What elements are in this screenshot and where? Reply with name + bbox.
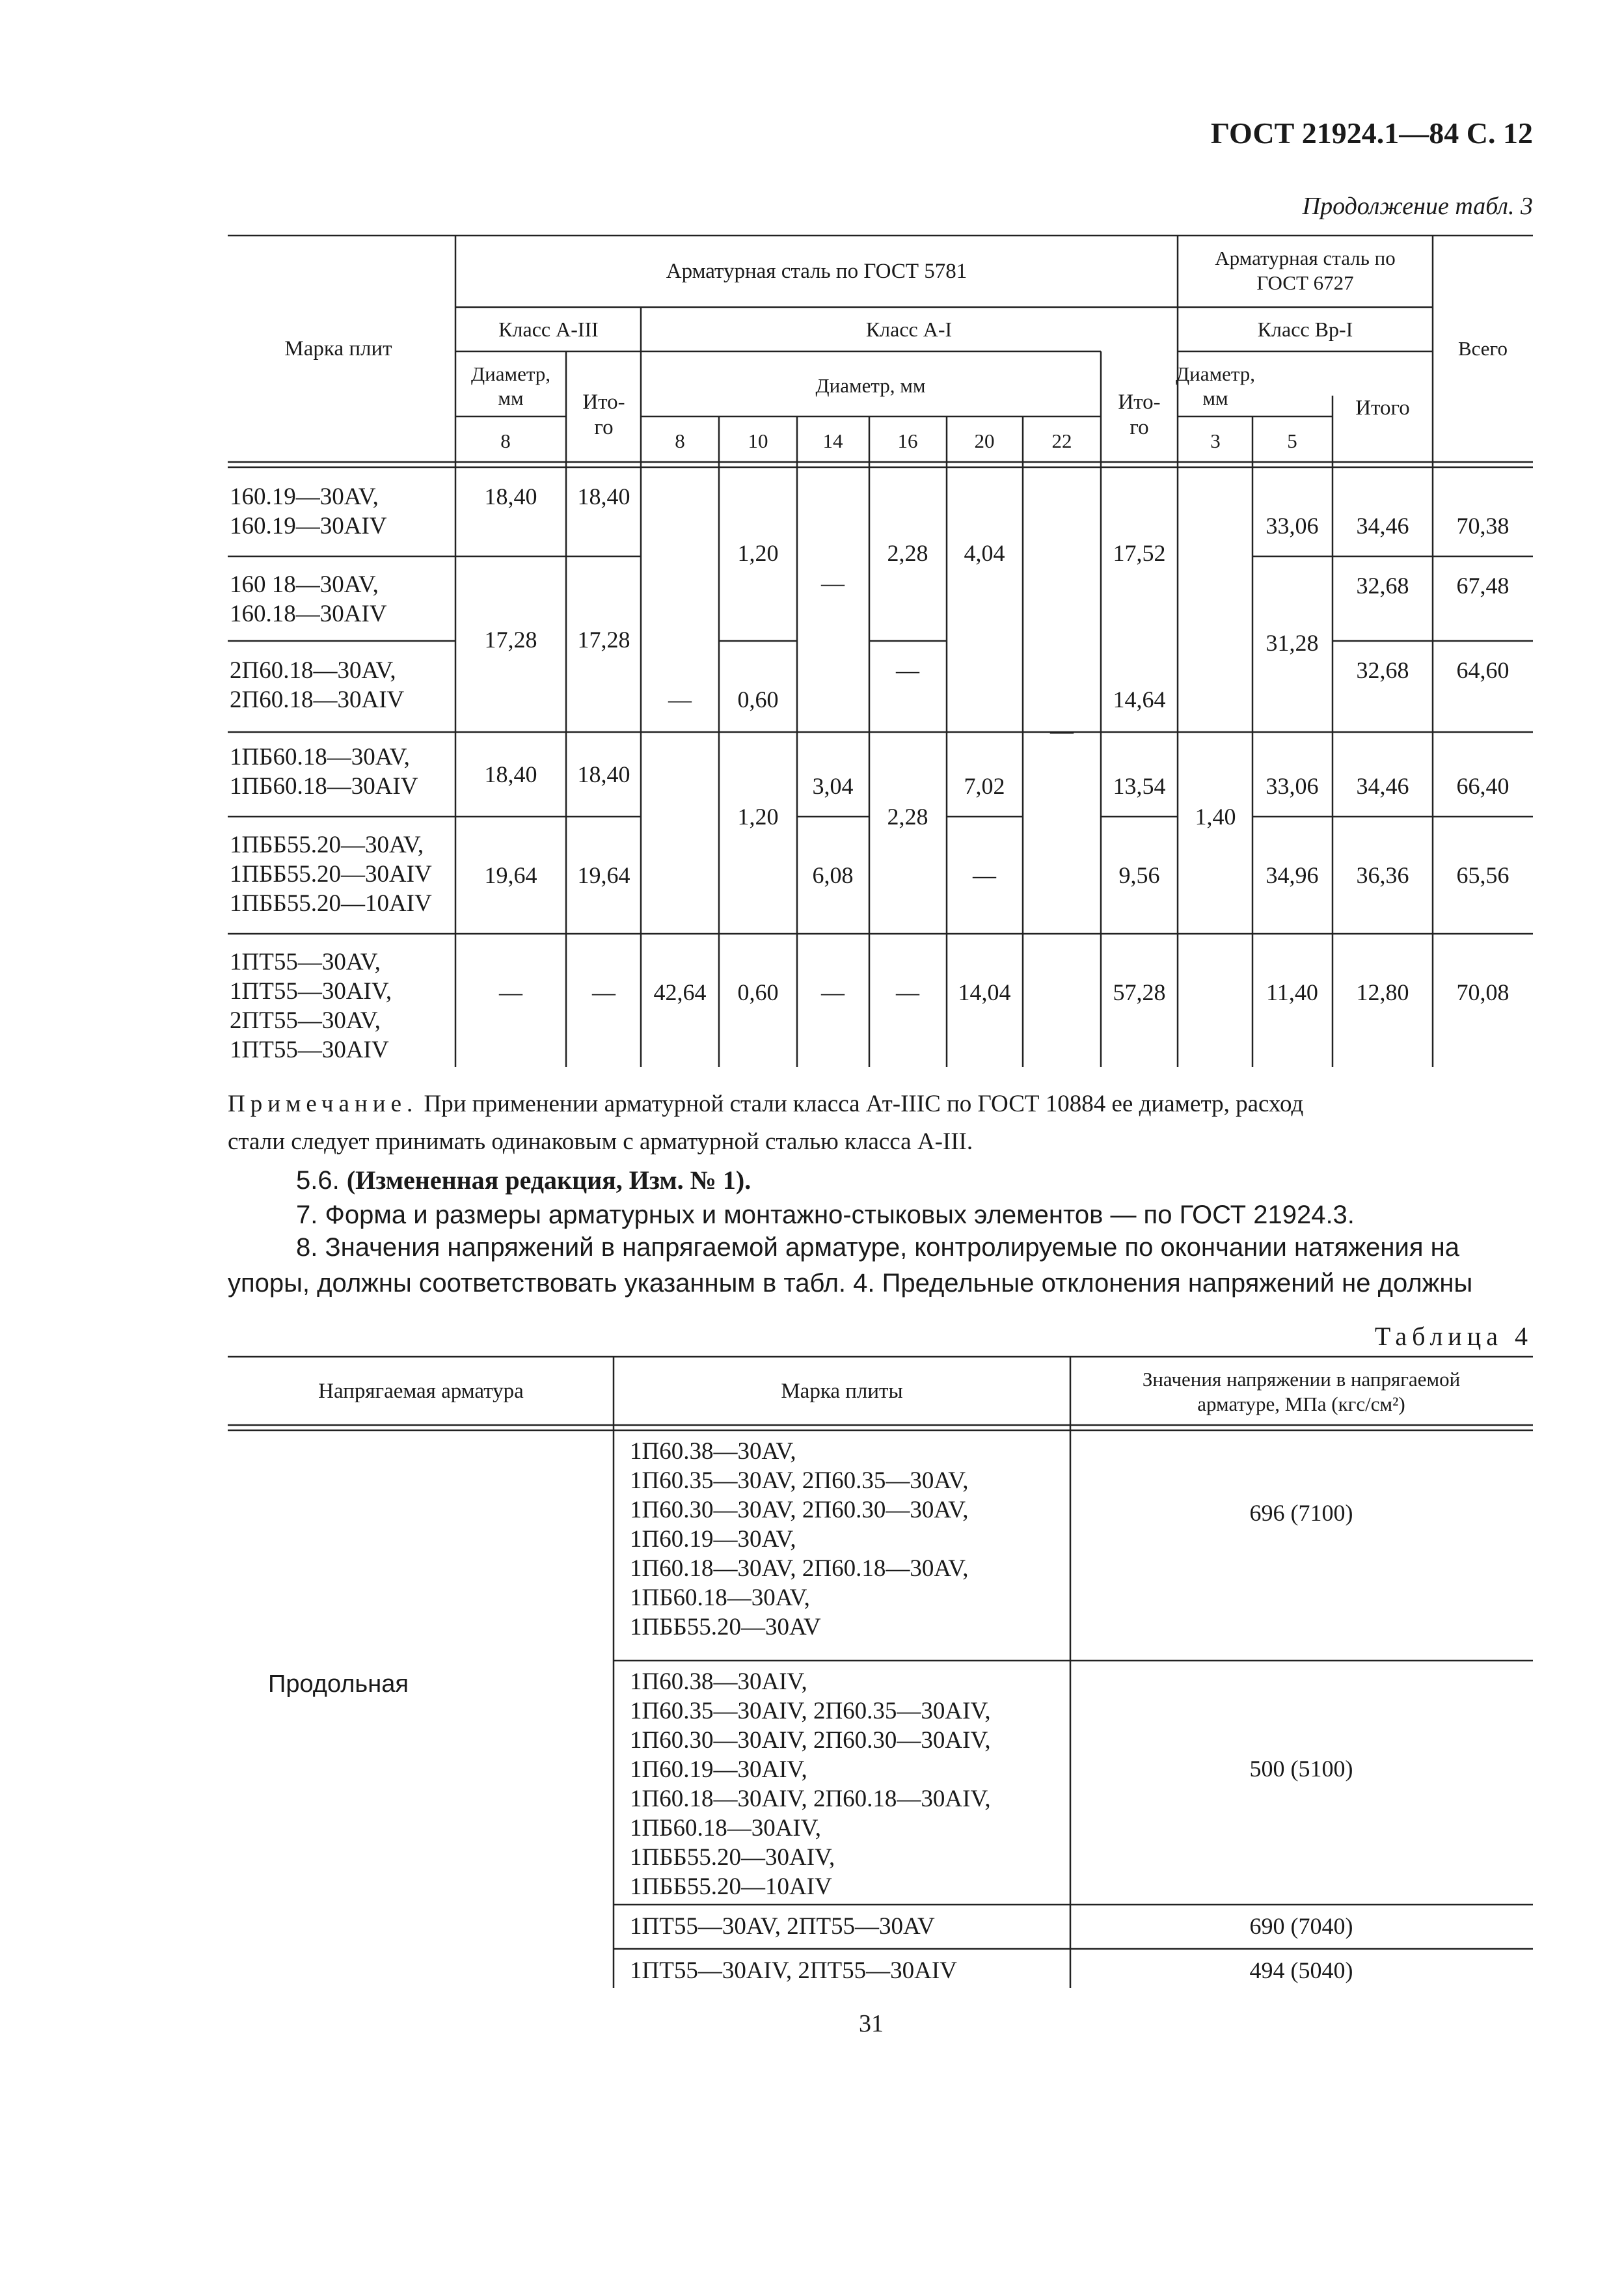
cell: 0,60	[737, 979, 779, 1005]
value: 690 (7040)	[1249, 1913, 1353, 1939]
note-text-1: При применении арматурной стали класса Ат-IIIC по ГОСТ 10884 ее диаметр, расход	[418, 1091, 1304, 1117]
cell: 34,96	[1265, 862, 1319, 888]
row-label: 160.18—30AIV	[230, 601, 387, 627]
cell: 42,64	[653, 979, 707, 1005]
mark-line: 1ПББ55.20—10AIV	[630, 1873, 832, 1900]
mark-line: 1П60.19—30AIV,	[630, 1756, 807, 1783]
cell: 65,56	[1456, 862, 1509, 888]
row-label: 2ПТ55—30AV,	[230, 1007, 381, 1034]
d-a1-10: 10	[748, 429, 768, 452]
mark-line: 1ПТ55—30AV, 2ПТ55—30AV	[630, 1913, 935, 1940]
page-header: ГОСТ 21924.1—84 С. 12	[1210, 116, 1533, 150]
row-label: 1ПББ55.20—30AV,	[230, 832, 424, 858]
cell: 1,20	[737, 804, 779, 830]
cell: 66,40	[1456, 773, 1509, 799]
table-4-title: Таблица 4	[1374, 1322, 1533, 1351]
cell: 12,80	[1356, 979, 1409, 1005]
mark-line: 1П60.30—30AIV, 2П60.30—30AIV,	[630, 1727, 991, 1754]
cell: 32,68	[1356, 573, 1409, 599]
cell: 34,46	[1356, 773, 1409, 799]
cell: 31,28	[1265, 630, 1319, 656]
cell: —	[592, 979, 616, 1005]
diam-a3-l1: Диаметр,	[470, 362, 551, 385]
value: 696 (7100)	[1249, 1500, 1353, 1526]
value: 500 (5100)	[1249, 1756, 1353, 1782]
cell: 33,06	[1265, 773, 1319, 799]
cell: —	[668, 687, 692, 713]
cell: 34,46	[1356, 513, 1409, 539]
itogo-a1-l2: го	[1130, 416, 1149, 439]
cell: 17,28	[484, 627, 537, 653]
cell: —	[896, 657, 919, 683]
value: 494 (5040)	[1249, 1957, 1353, 1983]
col-header-gost6727-l1: Арматурная сталь по	[1215, 247, 1396, 269]
cell: 0,60	[737, 687, 779, 713]
cell: 70,08	[1456, 979, 1509, 1005]
paragraph-8-cont: упоры, должны соответствовать указанным в табл. 4. Предельные отклонения напряжений не должны	[228, 1269, 1473, 1298]
row-label: 1ПТ55—30AV,	[230, 949, 381, 975]
table-continuation-label: Продолжение табл. 3	[1302, 193, 1533, 220]
cell: 11,40	[1266, 979, 1318, 1005]
note-text-2: стали следует принимать одинаковым с арматурной сталью класса А-III.	[228, 1128, 973, 1155]
table-4-grid	[228, 1357, 1533, 1988]
diam-a1: Диаметр, мм	[815, 374, 926, 397]
row-label: 1ПББ55.20—10AIV	[230, 890, 432, 917]
paragraph-number: 5.6.	[296, 1166, 347, 1195]
cell: 9,56	[1118, 862, 1160, 888]
cell: 17,52	[1113, 540, 1166, 566]
diam-a3-l2: мм	[498, 387, 524, 409]
d-vr-5: 5	[1287, 429, 1297, 452]
mark-line: 1П60.18—30AV, 2П60.18—30AV,	[630, 1555, 969, 1582]
d-a1-14: 14	[822, 429, 843, 452]
mark-line: 1П60.30—30AV, 2П60.30—30AV,	[630, 1497, 969, 1523]
class-vr1: Класс Вр-I	[1257, 318, 1353, 341]
diam-vr-l2: мм	[1202, 387, 1228, 409]
cell: 1,20	[737, 540, 779, 566]
d-a1-20: 20	[974, 429, 995, 452]
cell: 17,28	[577, 627, 630, 653]
row-label: 160.19—30AV,	[230, 483, 379, 510]
d-a1-8: 8	[675, 429, 685, 452]
row-label: 1ПБ60.18—30AIV	[230, 773, 418, 800]
paragraph-8: 8. Значения напряжений в напрягаемой арматуре, контролируемые по окончании натяжения на	[296, 1233, 1459, 1262]
cell: 1,40	[1195, 804, 1236, 830]
cell: —	[896, 979, 919, 1005]
mark-line: 1П60.35—30AIV, 2П60.35—30AIV,	[630, 1698, 991, 1724]
itogo-vr: Итого	[1355, 396, 1410, 420]
cell: 7,02	[964, 773, 1005, 799]
cell: 6,08	[812, 862, 854, 888]
d-a3-8: 8	[500, 429, 511, 452]
col-header-gost5781: Арматурная сталь по ГОСТ 5781	[666, 260, 968, 283]
arm-type: Продольная	[268, 1670, 409, 1698]
cell: 2,28	[887, 540, 928, 566]
col-header-arm: Напрягаемая арматура	[318, 1380, 524, 1403]
row-label: 2П60.18—30AIV	[230, 687, 405, 713]
itogo-a1-l1: Ито-	[1118, 390, 1161, 414]
cell: 4,04	[964, 540, 1005, 566]
cell: 18,40	[577, 761, 630, 787]
d-a1-22: 22	[1051, 429, 1072, 452]
row-label: 1ПТ55—30AIV	[230, 1037, 389, 1063]
mark-line: 1ПББ55.20—30AV	[630, 1614, 821, 1640]
mark-line: 1П60.38—30AIV,	[630, 1668, 807, 1695]
cell: —	[499, 979, 522, 1005]
class-a3: Класс А-III	[498, 318, 599, 341]
cell: 14,64	[1113, 687, 1166, 713]
mark-line: 1ПБ60.18—30AIV,	[630, 1815, 821, 1842]
cell: 33,06	[1265, 513, 1319, 539]
cell: —	[1050, 718, 1074, 744]
cell: 19,64	[484, 862, 537, 888]
d-vr-3: 3	[1210, 429, 1221, 452]
d-a1-16: 16	[897, 429, 918, 452]
amendment-note: (Измененная редакция, Изм. № 1).	[346, 1165, 751, 1195]
mark-line: 1П60.35—30AV, 2П60.35—30AV,	[630, 1467, 969, 1494]
cell: —	[821, 570, 845, 596]
mark-line: 1ПБ60.18—30AV,	[630, 1584, 810, 1611]
mark-line: 1П60.19—30AV,	[630, 1526, 796, 1553]
cell: 19,64	[577, 862, 630, 888]
cell: 67,48	[1456, 573, 1509, 599]
page-number: 31	[859, 2010, 884, 2037]
cell: 3,04	[812, 773, 854, 799]
cell: 18,40	[577, 483, 630, 510]
col-header-value-l2: арматуре, МПа (кгс/см²)	[1197, 1393, 1405, 1415]
col-header-gost6727-l2: ГОСТ 6727	[1256, 271, 1354, 294]
mark-line: 1П60.18—30AIV, 2П60.18—30AIV,	[630, 1786, 991, 1812]
cell: 18,40	[484, 761, 537, 787]
col-header-value-l1: Значения напряжении в напрягаемой	[1142, 1368, 1461, 1391]
row-label: 1ПТ55—30AIV,	[230, 978, 392, 1005]
row-label: 160.19—30AIV	[230, 513, 387, 539]
mark-line: 1П60.38—30AV,	[630, 1438, 796, 1465]
col-header-total: Всего	[1457, 337, 1508, 360]
cell: 36,36	[1356, 862, 1409, 888]
row-label: 160 18—30AV,	[230, 571, 379, 598]
diam-vr-l1: Диаметр,	[1175, 362, 1256, 385]
row-label: 1ПББ55.20—30AIV	[230, 861, 432, 888]
cell: —	[973, 862, 996, 888]
mark-line: 1ПББ55.20—30AIV,	[630, 1844, 835, 1871]
col-header-mark: Марка плиты	[781, 1380, 903, 1403]
col-header-mark: Марка плит	[284, 337, 392, 360]
cell: 2,28	[887, 804, 928, 830]
class-a1: Класс А-I	[865, 318, 953, 341]
cell: 32,68	[1356, 657, 1409, 683]
row-label: 2П60.18—30AV,	[230, 657, 396, 684]
cell: 64,60	[1456, 657, 1509, 683]
itogo-a3-l2: го	[594, 416, 614, 439]
cell: 70,38	[1456, 513, 1509, 539]
row-label: 1ПБ60.18—30AV,	[230, 744, 410, 770]
itogo-a3-l1: Ито-	[582, 390, 625, 414]
paragraph-7: 7. Форма и размеры арматурных и монтажно-стыковых элементов — по ГОСТ 21924.3.	[296, 1201, 1355, 1229]
cell: 13,54	[1113, 773, 1166, 799]
mark-line: 1ПТ55—30AIV, 2ПТ55—30AIV	[630, 1957, 957, 1984]
cell: —	[821, 979, 845, 1005]
cell: 18,40	[484, 483, 537, 510]
cell: 14,04	[958, 979, 1011, 1005]
cell: 57,28	[1113, 979, 1166, 1005]
note-lead: Примечание.	[228, 1091, 418, 1117]
